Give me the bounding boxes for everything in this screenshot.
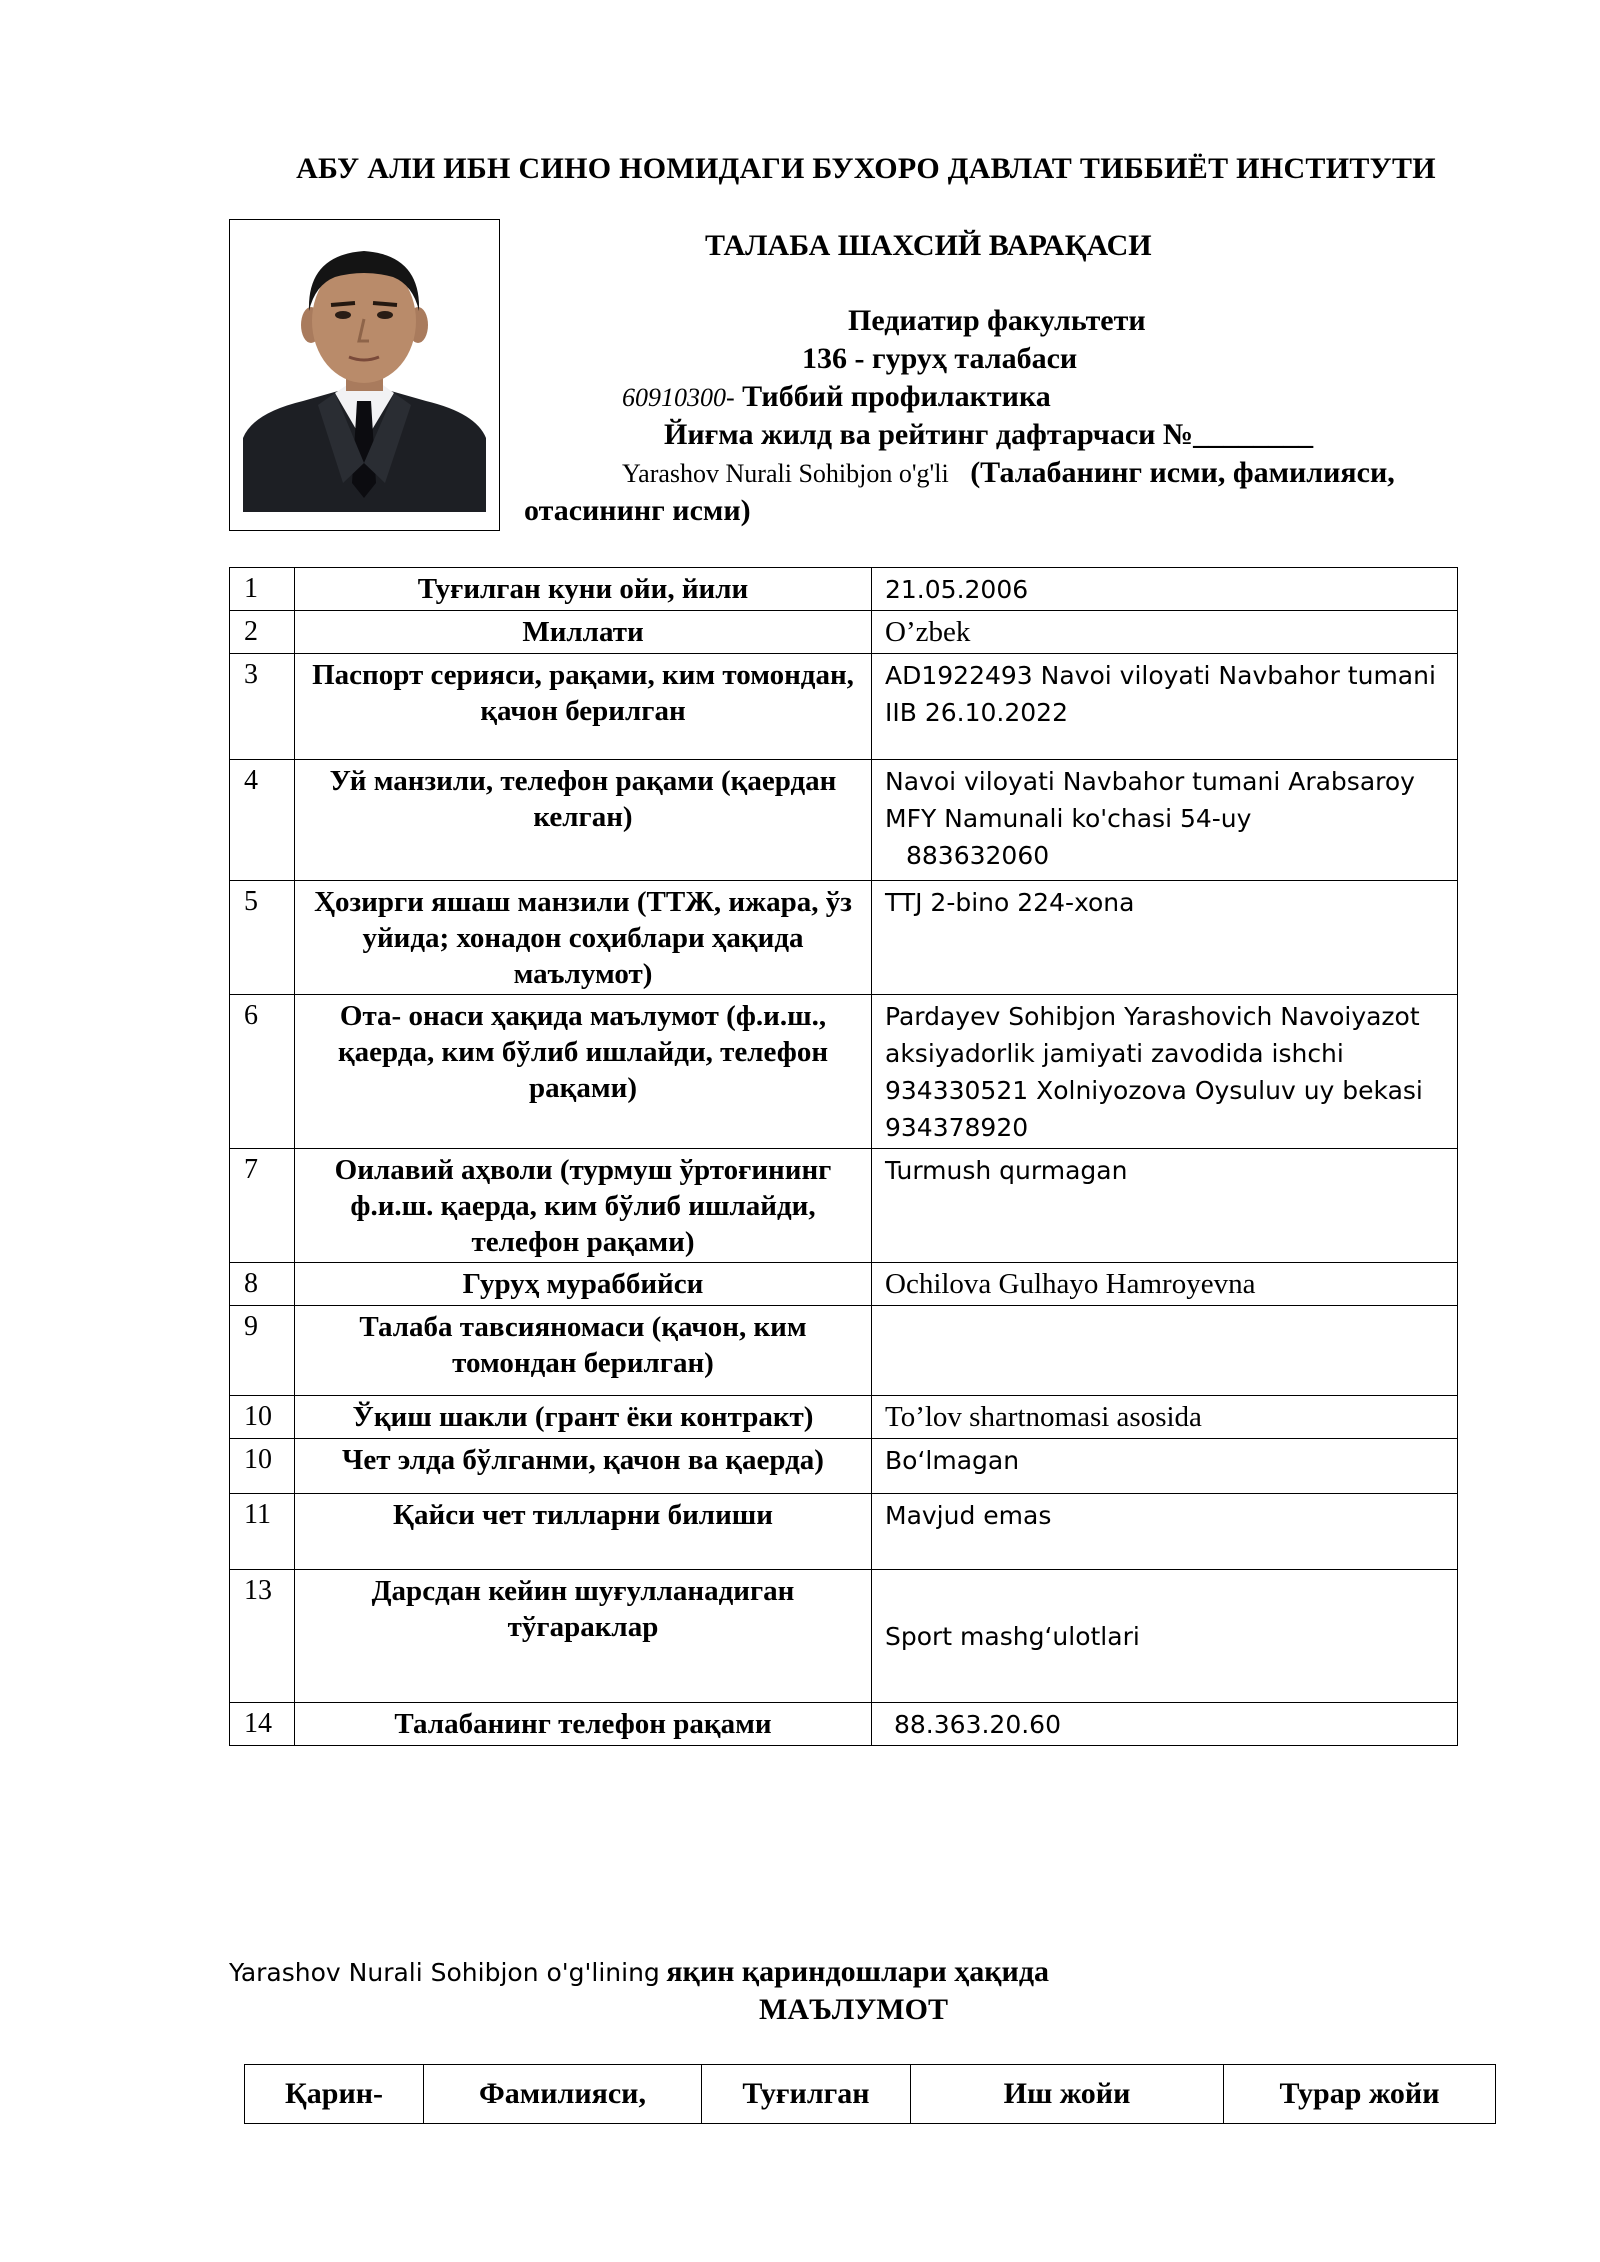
row-value: TTJ 2-bino 224-xona [872,881,1458,995]
row-value: To’lov shartnomasi asosida [872,1396,1458,1439]
row-number: 6 [230,995,295,1149]
row-label: Паспорт серияси, рақами, ким томондан, қачон берилган [295,654,872,760]
student-name: Yarashov Nurali Sohibjon o'g'li [622,459,949,488]
relatives-table [244,2064,1496,2124]
record-book-line: Йиғма жилд ва рейтинг дафтарчаси №________ [664,418,1314,451]
column-header: Фамилияси, [424,2065,702,2124]
table-row [230,1149,1458,1263]
student-name-line [622,456,1395,490]
row-number: 4 [230,760,295,881]
row-label: Қайси чет тилларни билиши [295,1494,872,1570]
row-number: 8 [230,1263,295,1306]
row-label: Дарсдан кейин шуғулланадиган тўгараклар [295,1570,872,1703]
row-label: Оилавий аҳволи (турмуш ўртоғининг ф.и.ш. қаерда, ким бўлиб ишлайди, телефон рақами) [295,1149,872,1263]
row-number: 11 [230,1494,295,1570]
name-caption: (Талабанинг исми, фамилияси, [970,456,1395,489]
column-header: Турар жойи [1224,2065,1496,2124]
column-header: Иш жойи [911,2065,1224,2124]
column-header: Қарин- [245,2065,424,2124]
row-value: AD1922493 Navoi viloyati Navbahor tumani IIB 26.10.2022 [872,654,1458,760]
row-label: Талаба тавсияномаси (қачон, ким томондан берилган) [295,1306,872,1396]
table-row [230,1263,1458,1306]
row-label: Ўқиш шакли (грант ёки контракт) [295,1396,872,1439]
table-row [230,1703,1458,1746]
row-number: 13 [230,1570,295,1703]
table-row [230,1306,1458,1396]
table-row [230,760,1458,881]
hobby-value: Sport mashgʻulotlari [885,1622,1140,1651]
faculty-line: Педиатир факультети [848,304,1146,337]
row-value: 88.363.20.60 [872,1703,1458,1746]
group-line: 136 - гуруҳ талабаси [802,342,1078,375]
row-value: 21.05.2006 [872,568,1458,611]
table-row [230,881,1458,995]
row-label: Миллати [295,611,872,654]
row-number: 9 [230,1306,295,1396]
row-value: Ochilova Gulhayo Hamroyevna [872,1263,1458,1306]
table-row [230,1570,1458,1703]
relatives-intro-text: яқин қариндошлари ҳақида [666,1955,1049,1988]
table-row [230,1494,1458,1570]
row-number: 3 [230,654,295,760]
row-label: Чет элда бўлганми, қачон ва қаерда) [295,1439,872,1494]
row-value [872,760,1458,881]
relatives-student-name: Yarashov Nurali Sohibjon o'g'lining [229,1958,660,1987]
row-label: Уй манзили, телефон рақами (қаердан келган) [295,760,872,881]
row-label: Талабанинг телефон рақами [295,1703,872,1746]
row-number: 1 [230,568,295,611]
row-number: 14 [230,1703,295,1746]
row-number: 7 [230,1149,295,1263]
row-label: Ҳозирги яшаш манзили (ТТЖ, ижара, ўз уйида; хонадон соҳиблари ҳақида маълумот) [295,881,872,995]
row-value: Turmush qurmagan [872,1149,1458,1263]
table-row [230,1439,1458,1494]
row-value: Boʻlmagan [872,1439,1458,1494]
student-portrait-photo-icon [243,233,486,512]
row-value [872,1570,1458,1703]
row-number: 10 [230,1396,295,1439]
table-row [230,1396,1458,1439]
name-caption-cont: отасининг исми) [524,494,751,527]
specialty-name: Тиббий профилактика [742,380,1051,413]
row-value: Pardayev Sohibjon Yarashovich Navoiyazot aksiyadorlik jamiyati zavodida ishchi 934330521 Xolniyozova Oysuluv uy bekasi 934378920 [872,995,1458,1149]
specialty-line [622,380,1051,414]
table-row [230,568,1458,611]
table-row [230,995,1458,1149]
table-row [230,611,1458,654]
specialty-code: 60910300- [622,383,735,412]
row-value [872,1306,1458,1396]
column-header: Туғилган [702,2065,911,2124]
row-label: Ота- онаси ҳақида маълумот (ф.и.ш., қаерда, ким бўлиб ишлайди, телефон рақами) [295,995,872,1149]
row-value: O’zbek [872,611,1458,654]
student-info-table [229,567,1458,1746]
row-value: Mavjud emas [872,1494,1458,1570]
address-line: Navoi viloyati Navbahor tumani Arabsaroy [885,767,1415,796]
relatives-intro [229,1955,1049,1989]
relatives-title: МАЪЛУМОТ [759,1993,948,2026]
address-line: MFY Namunali ko'chasi 54-uy [885,804,1252,833]
row-label: Туғилган куни ойи, йили [295,568,872,611]
phone-line: 883632060 [906,841,1050,870]
student-photo-frame [229,219,500,531]
row-number: 2 [230,611,295,654]
row-label: Гуруҳ мураббийси [295,1263,872,1306]
table-row [230,654,1458,760]
row-number: 10 [230,1439,295,1494]
institute-title: АБУ АЛИ ИБН СИНО НОМИДАГИ БУХОРО ДАВЛАТ ТИББИЁТ ИНСТИТУТИ [296,152,1436,185]
sheet-title: ТАЛАБА ШАХСИЙ ВАРАҚАСИ [705,229,1152,262]
row-number: 5 [230,881,295,995]
relatives-header-row [245,2065,1496,2124]
